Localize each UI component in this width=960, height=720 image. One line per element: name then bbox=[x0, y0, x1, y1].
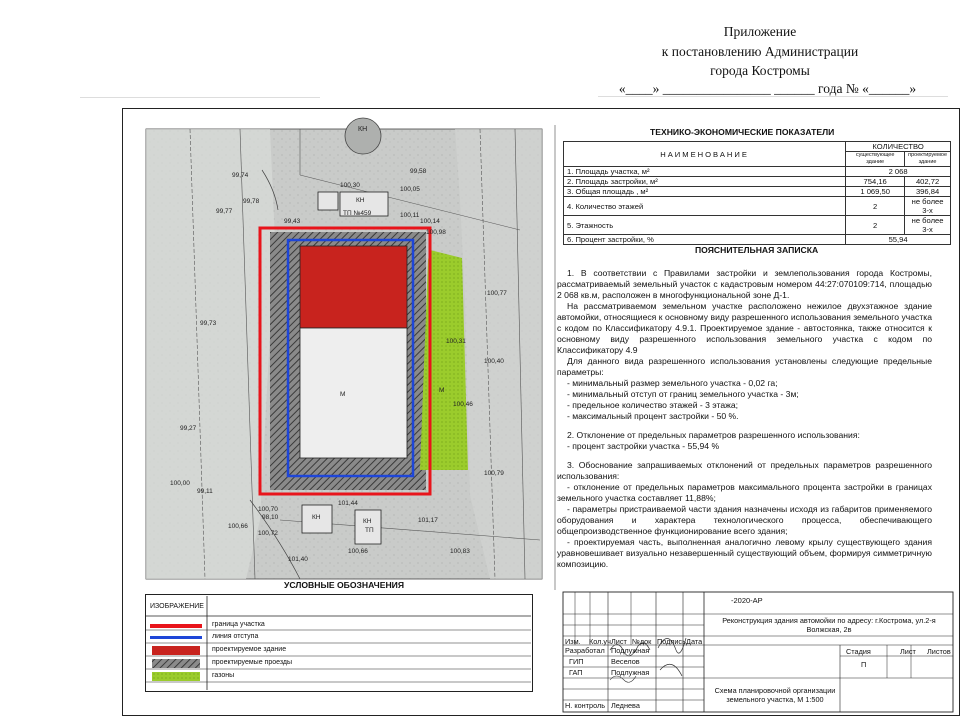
stamp-sheet-label: Лист bbox=[900, 647, 916, 656]
plan-elev: 99,43 bbox=[284, 218, 301, 225]
tep-row-projected: не более 3-х bbox=[905, 197, 951, 216]
tep-row-name: 2. Площадь застройки, м² bbox=[564, 177, 846, 187]
note-paragraph: - отклонение от предельных параметров максимального процента застройки в границах земельного участка составляет 11,88%; bbox=[557, 482, 932, 503]
stamp-person: Подлужная bbox=[611, 646, 650, 655]
stamp-role: Разработал bbox=[565, 646, 605, 655]
legend-item-label: проектируемые проезды bbox=[212, 659, 293, 666]
plan-label-tp459: ТП №459 bbox=[343, 210, 372, 217]
note-paragraph: - минимальный отступ от границ земельного участка - 3м; bbox=[567, 389, 799, 399]
tep-row-name: 4. Количество этажей bbox=[564, 197, 846, 216]
stamp-stage-value: П bbox=[861, 660, 867, 669]
plan-label-kn-top: КН bbox=[358, 126, 368, 133]
tep-row-existing: 2 bbox=[846, 197, 905, 216]
tep-row-value: 2 068 bbox=[846, 167, 951, 177]
header-line-3: города Костромы bbox=[710, 63, 810, 78]
road-area bbox=[146, 129, 275, 579]
tep-row-existing: 2 bbox=[846, 216, 905, 235]
stamp-code: -2020-АР bbox=[731, 596, 763, 605]
kn-box bbox=[318, 192, 338, 210]
projected-building bbox=[300, 246, 407, 328]
header-line-1: Приложение bbox=[723, 24, 797, 39]
note-paragraph: 3. Обоснование запрашиваемых отклонений от предельных параметров разрешенного использования: bbox=[557, 460, 932, 481]
note-paragraph: - максимальный процент застройки - 50 %. bbox=[567, 411, 739, 421]
plan-elev: 100,66 bbox=[348, 548, 368, 555]
plan-elev: 101,40 bbox=[288, 556, 308, 563]
tep-col-name: НАИМЕНОВАНИЕ bbox=[564, 142, 846, 167]
note-paragraph: 2. Отклонение от предельных параметров разрешенного использования: bbox=[567, 430, 860, 440]
plan-elev: 100,77 bbox=[487, 290, 507, 297]
tep-row-existing: 1 069,50 bbox=[846, 187, 905, 197]
explanatory-note bbox=[557, 268, 932, 570]
stamp-head-date: Дата bbox=[686, 637, 703, 646]
plan-label-m2: М bbox=[439, 387, 445, 394]
plan-elev: 99,73 bbox=[200, 320, 217, 327]
plan-label-kn-bottom: КН bbox=[312, 514, 321, 521]
plan-elev: 99,11 bbox=[197, 488, 213, 495]
plan-elev: 99,27 bbox=[180, 425, 197, 432]
plan-label-kn2: КН bbox=[356, 197, 365, 204]
stamp-role: Н. контроль bbox=[565, 701, 606, 710]
tep-title: ТЕХНИКО-ЭКОНОМИЧЕСКИЕ ПОКАЗАТЕЛИ bbox=[650, 127, 835, 137]
plan-elev: 100,00 bbox=[170, 480, 190, 487]
plan-elev: 100,30 bbox=[340, 182, 360, 189]
existing-building bbox=[300, 328, 407, 458]
stamp-project: Реконструкция здания автомойки по адресу: г.Кострома, ул.2-я Волжская, 2в bbox=[722, 616, 936, 634]
tep-col-existing: существующее здание bbox=[846, 152, 905, 167]
tep-col-qty: КОЛИЧЕСТВО bbox=[846, 142, 951, 152]
stamp-role: ГАП bbox=[569, 668, 583, 677]
plan-elev: 100,40 bbox=[484, 358, 504, 365]
note-paragraph: На рассматриваемом земельном участке расположено нежилое двухэтажное здание автомойки, относящиеся к основному виду разрешенного использования земельного участка с кодом по Классификатору 4.9.1. Проектируемое здание - автостоянка, также относится к основному виду разрешенного использования земельного участка с кодом по Классификатору 4.9 bbox=[557, 301, 932, 355]
stamp-person: Леднева bbox=[611, 701, 640, 710]
note-paragraph: - проектируемая часть, выполненная аналогично левому крылу существующего здания уравновешивает визуально незавершенный существующий объем, формируя симметричную композицию. bbox=[557, 537, 932, 569]
header-line-2: к постановлению Администрации bbox=[661, 44, 859, 59]
note-title: ПОЯСНИТЕЛЬНАЯ ЗАПИСКА bbox=[695, 245, 819, 255]
stamp-person: Веселов bbox=[611, 657, 640, 666]
title-block bbox=[563, 590, 953, 712]
note-paragraph: - минимальный размер земельного участка - 0,02 га; bbox=[567, 378, 778, 388]
plan-elev: 100,11 bbox=[400, 212, 420, 219]
plan-elev: 99,74 bbox=[232, 172, 249, 179]
stamp-head-kol: Кол.уч bbox=[589, 637, 611, 646]
stamp-head-list: Лист bbox=[611, 637, 627, 646]
plan-elev: 101,17 bbox=[418, 517, 438, 524]
note-paragraph: - параметры пристраиваемой части здания назначены исходя из габаритов применяемого оборудования и характера технологического процесса, обеспечивающего общепроизводственное функционирование всего здания; bbox=[557, 504, 932, 536]
stamp-drawing-title: Схема планировочной организации земельного участка, М 1:500 bbox=[714, 686, 836, 704]
tep-row-name: 6. Процент застройки, % bbox=[564, 235, 846, 245]
stamp-stage-label: Стадия bbox=[846, 647, 871, 656]
plan-elev: 100,79 bbox=[484, 470, 504, 477]
plan-label-m1: М bbox=[340, 391, 346, 398]
tep-row-existing: 754,16 bbox=[846, 177, 905, 187]
tep-row-value: 55,94 bbox=[846, 235, 951, 245]
circular-structure bbox=[345, 118, 381, 154]
note-paragraph: Для данного вида разрешенного использования установлены следующие предельные параметры: bbox=[557, 356, 932, 377]
legend-col-image: ИЗОБРАЖЕНИЕ bbox=[150, 603, 204, 610]
plan-elev: 99,78 bbox=[243, 198, 260, 205]
legend-item-label: газоны bbox=[212, 672, 235, 679]
tep-row-projected: 396,84 bbox=[905, 187, 951, 197]
plan-elev: 100,98 bbox=[426, 229, 446, 236]
plan-elev: 99,58 bbox=[410, 168, 427, 175]
tep-row-projected: не более 3-х bbox=[905, 216, 951, 235]
note-paragraph: - предельное количество этажей - 3 этажа; bbox=[567, 400, 739, 410]
legend-title: УСЛОВНЫЕ ОБОЗНАЧЕНИЯ bbox=[284, 580, 405, 590]
plan-elev: 100,83 bbox=[450, 548, 470, 555]
stamp-sheets-label: Листов bbox=[927, 647, 951, 656]
tep-table bbox=[563, 141, 951, 245]
stamp-role: ГИП bbox=[569, 657, 584, 666]
plan-elev: 101,44 bbox=[338, 500, 358, 507]
plan-elev: 100,70 bbox=[258, 506, 278, 513]
plan-elev: 100,66 bbox=[228, 523, 248, 530]
stamp-head-ndok: №док bbox=[632, 637, 652, 646]
note-paragraph: 1. В соответствии с Правилами застройки и землепользования города Костромы, рассматриваемый земельный участок с кадастровым номером 44:27:070109:714, площадью 2 068 кв.м, расположен в многофункциональной зоне Д-1. bbox=[557, 268, 932, 300]
legend-item-label: линия отступа bbox=[212, 633, 259, 640]
plan-elev: 100,31 bbox=[446, 338, 466, 345]
plan-label-kn-tp: КН bbox=[363, 518, 372, 525]
note-paragraph: - процент застройки участка - 55,94 % bbox=[567, 441, 720, 451]
plan-elev: 99,77 bbox=[216, 208, 233, 215]
tep-col-projected: проектируемое здание bbox=[905, 152, 951, 167]
tep-row-name: 3. Общая площадь , м² bbox=[564, 187, 846, 197]
stamp-person: Подлужная bbox=[611, 668, 650, 677]
legend-item-label: граница участка bbox=[212, 621, 265, 628]
plan-elev: 100,05 bbox=[400, 186, 420, 193]
plan-elev: 100,46 bbox=[453, 401, 473, 408]
tep-row-projected: 402,72 bbox=[905, 177, 951, 187]
stamp-head-sign: Подпись bbox=[657, 637, 686, 646]
tep-row-name: 1. Площадь участка, м² bbox=[564, 167, 846, 177]
plan-label-tp: ТП bbox=[365, 527, 374, 534]
plan-elev: 100,14 bbox=[420, 218, 440, 225]
stamp-head-izm: Изм. bbox=[565, 637, 581, 646]
header-line-4: «____» ________________ ______ года № «______» bbox=[618, 81, 917, 96]
lawn-area bbox=[420, 250, 468, 470]
legend-item-label: проектируемое здание bbox=[212, 646, 287, 653]
plan-elev: 100,72 bbox=[258, 530, 278, 537]
plan-elev: 98,10 bbox=[262, 514, 279, 521]
tep-row-name: 5. Этажность bbox=[564, 216, 846, 235]
